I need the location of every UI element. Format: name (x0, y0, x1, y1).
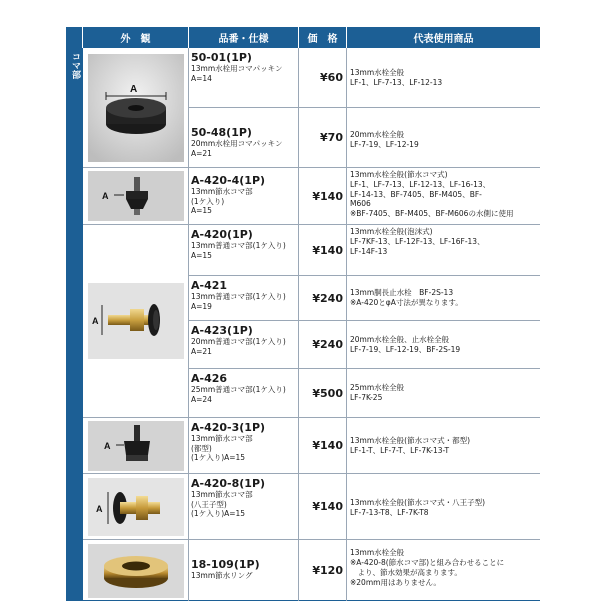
part-desc: (1ケ入り) (191, 196, 225, 206)
price: ¥140 (299, 168, 347, 224)
part-number: A-420-3(1P) (191, 421, 266, 434)
part-desc: 13mm普通コマ部(1ケ入り) (191, 292, 286, 301)
use-line: 20mm水栓全般、止水栓全般 (350, 335, 450, 344)
part-desc: 20mm普通コマ部(1ケ入り) (191, 337, 286, 346)
product-photo-a4204 (88, 171, 184, 221)
image-cell-a4208 (83, 473, 189, 539)
table-row (189, 320, 540, 368)
image-cell-a4204 (83, 167, 189, 224)
dimension-letter: A (91, 316, 98, 326)
part-cell (189, 168, 299, 224)
use-line: ※20mm用はありません。 (350, 578, 441, 587)
category-label: コマ部 (70, 52, 80, 79)
price: ¥120 (299, 540, 347, 601)
product-table (66, 27, 540, 601)
image-cell-ring (83, 539, 189, 601)
table-row (189, 224, 540, 275)
part-number: A-421 (191, 279, 228, 292)
table-row (189, 417, 540, 473)
use-cell (347, 321, 540, 368)
part-desc: A=14 (191, 73, 212, 83)
dimension-letter: A (129, 83, 137, 95)
use-line: ※A-420-8(節水コマ部)と組み合わせることに (350, 558, 505, 567)
part-desc: 13mm節水コマ部 (191, 187, 253, 196)
use-line: 25mm水栓全般 (350, 383, 405, 392)
table-row (189, 539, 540, 601)
part-desc: (1ケ入り)A=15 (191, 453, 246, 462)
image-cell-washer (83, 48, 189, 167)
product-photo-a4203 (88, 421, 184, 471)
part-number: 50-01(1P) (191, 51, 252, 64)
use-cell (347, 225, 540, 275)
use-line: 13mm水栓全般(節水コマ式) (350, 170, 448, 179)
part-cell (189, 48, 299, 107)
image-cell-a4203 (83, 417, 189, 473)
product-photo-a4208 (88, 478, 184, 536)
use-line: LF-14F-13 (350, 247, 388, 256)
part-cell (189, 369, 299, 417)
part-desc: A=21 (191, 148, 212, 158)
part-desc: 25mm普通コマ部(1ケ入り) (191, 385, 286, 394)
part-desc: A=15 (191, 250, 212, 260)
price: ¥140 (299, 418, 347, 473)
header-price: 価 格 (299, 27, 347, 48)
part-desc: 20mm水栓用コマパッキン (191, 139, 283, 148)
table-header (66, 27, 540, 48)
use-line: LF-7K-25 (350, 393, 383, 402)
use-line: LF-1、LF-7-13、LF-12-13、LF-16-13、 (350, 179, 491, 189)
use-line: LF-7-19、LF-12-19、BF-2S-19 (350, 345, 461, 354)
part-number: A-426 (191, 372, 228, 385)
price: ¥70 (299, 108, 347, 167)
product-photo-washer (88, 54, 184, 162)
part-number: A-420(1P) (191, 228, 253, 241)
part-number: 18-109(1P) (191, 558, 260, 571)
price: ¥140 (299, 225, 347, 275)
part-desc: 13mm節水リング (191, 571, 253, 580)
use-line: LF-7KF-13、LF-12F-13、LF-16F-13、 (350, 237, 485, 246)
table-row (189, 167, 540, 224)
part-number: A-423(1P) (191, 324, 253, 337)
part-desc: 13mm節水コマ部 (191, 434, 253, 443)
use-line: LF-7-13-T8、LF-7K-T8 (350, 508, 429, 517)
use-cell (347, 108, 540, 167)
category-sidebar (66, 48, 83, 601)
part-number: 50-48(1P) (191, 126, 252, 139)
use-cell (347, 418, 540, 473)
header-side-spacer (66, 27, 83, 48)
part-desc: A=24 (191, 394, 212, 404)
table-body (83, 48, 540, 601)
part-cell (189, 225, 299, 275)
table-row (189, 368, 540, 417)
use-cell (347, 168, 540, 224)
part-cell (189, 108, 299, 167)
header-part: 品番・仕様 (189, 27, 299, 48)
price: ¥240 (299, 321, 347, 368)
part-number: A-420-4(1P) (191, 174, 266, 187)
part-desc: 13mm節水コマ部 (191, 490, 253, 499)
part-desc: (八王子型) (191, 499, 227, 509)
use-cell (347, 474, 540, 539)
table-row (189, 48, 540, 107)
use-line: LF-14-13、BF-7405、BF-M405、BF- (350, 189, 482, 199)
part-desc: A=15 (191, 206, 212, 215)
part-cell (189, 276, 299, 320)
part-desc: 13mm普通コマ部(1ケ入り) (191, 241, 286, 250)
header-image: 外 観 (83, 27, 189, 48)
use-line: 13mm水栓全般(泡沫式) (350, 227, 433, 236)
part-desc: 13mm水栓用コマパッキン (191, 64, 283, 73)
part-desc: A=19 (191, 301, 212, 311)
use-line: ※A-420とφA寸法が異なります。 (350, 298, 463, 307)
part-desc: (1ケ入り)A=15 (191, 509, 246, 518)
use-line: M606 (350, 199, 371, 209)
use-line: ※BF-7405、BF-M405、BF-M606の水側に使用 (350, 209, 514, 219)
part-number: A-420-8(1P) (191, 477, 266, 490)
use-cell (347, 276, 540, 320)
price: ¥500 (299, 369, 347, 417)
part-desc: (都型) (191, 443, 212, 453)
price: ¥140 (299, 474, 347, 539)
image-cell-brass (83, 224, 189, 417)
use-line: 13mm水栓全般 (350, 68, 405, 77)
use-line: LF-1、LF-7-13、LF-12-13 (350, 78, 443, 87)
part-cell (189, 418, 299, 473)
use-cell (347, 369, 540, 417)
use-cell (347, 48, 540, 107)
product-photo-brass (88, 283, 184, 359)
dimension-letter: A (95, 503, 102, 514)
table-row (189, 107, 540, 167)
use-cell (347, 540, 540, 601)
table-row (189, 473, 540, 539)
use-line: 13mm水栓全般(節水コマ式・都型) (350, 436, 471, 445)
part-cell (189, 474, 299, 539)
header-use: 代表使用商品 (413, 34, 474, 45)
use-line: 13mm水栓全般 (350, 548, 405, 557)
use-line: 20mm水栓全般 (350, 130, 405, 139)
price: ¥240 (299, 276, 347, 320)
dimension-letter: A (101, 191, 108, 201)
use-line: 13mm水栓全般(節水コマ式・八王子型) (350, 498, 486, 507)
price: ¥60 (299, 48, 347, 107)
use-line: 13mm胴長止水栓 BF-2S-13 (350, 288, 454, 297)
part-desc: A=21 (191, 346, 212, 356)
table-row (189, 275, 540, 320)
part-cell (189, 321, 299, 368)
use-line: LF-1-T、LF-7-T、LF-7K-13-T (350, 446, 450, 455)
use-line: LF-7-19、LF-12-19 (350, 140, 419, 149)
part-cell (189, 540, 299, 601)
use-line: より、節水効果が高まります。 (350, 568, 462, 577)
dimension-letter: A (103, 440, 110, 451)
product-photo-ring (88, 544, 184, 598)
